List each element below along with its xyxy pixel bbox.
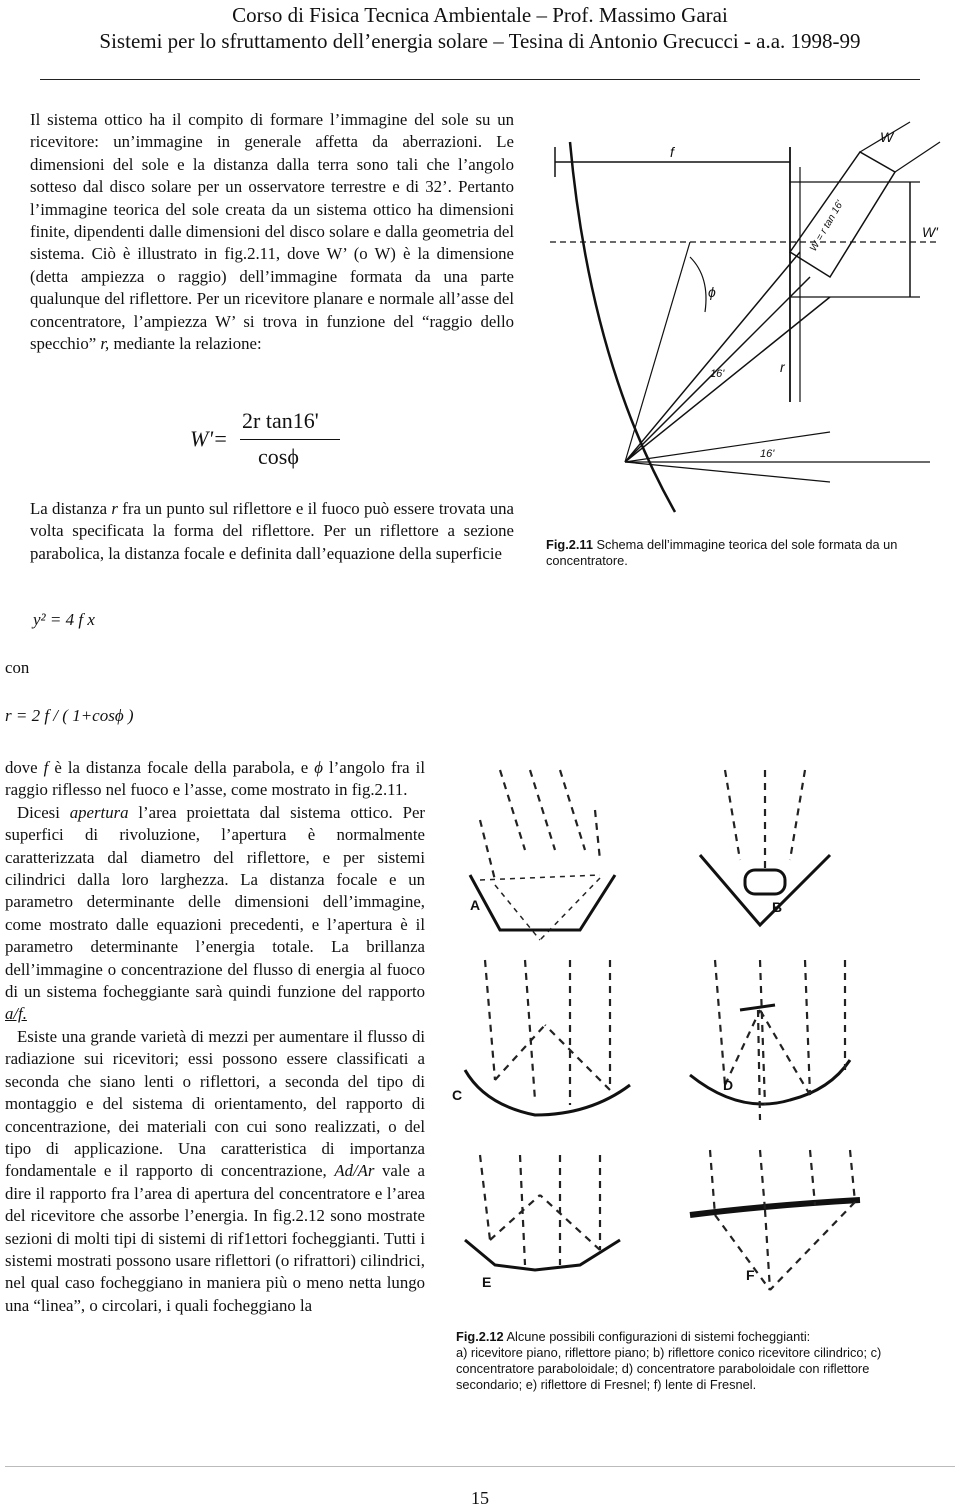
fig212-panel-d-label: D bbox=[723, 1077, 734, 1093]
body2-ratio: Ad/Ar bbox=[334, 1161, 375, 1181]
intro-r-variable: r, bbox=[100, 334, 110, 354]
fig212-panel-c-label: C bbox=[452, 1087, 463, 1103]
body2-p1a: dove bbox=[5, 758, 44, 777]
fig211-label-wexpr: W = r tan 16' bbox=[808, 198, 846, 254]
header-document-title: Sistemi per lo sfruttamento dell’energia solare – Tesina di Antonio Grecucci - a.a. 1998-99 bbox=[99, 29, 861, 53]
body2-f: f bbox=[43, 758, 49, 777]
after-formula-t2: fra un punto sul riflettore e il fuoco può essere trovata una volta specificata la forma del riflettore. Per un riflettore a sezione parabolica, la distanza focale e definita dall’equazione della superficie bbox=[30, 499, 514, 563]
body2-p2a: Dicesi bbox=[17, 802, 70, 822]
formula-r: r = 2 f / ( 1+cosϕ ) bbox=[5, 706, 134, 725]
figure-2-12-diagram bbox=[440, 760, 910, 1320]
after-formula-r: r bbox=[111, 499, 118, 518]
footer-rule bbox=[5, 1466, 955, 1467]
body-second-column bbox=[5, 757, 425, 1317]
after-formula-t1: La distanza bbox=[30, 499, 112, 518]
body2-phi: ϕ bbox=[314, 758, 323, 777]
con-word: con bbox=[5, 658, 30, 677]
intro-text: Il sistema ottico ha il compito di formare l’immagine del sole su un ricevitore: un’immagine in generale affetta da aberrazioni. Le dimensioni del sole e la distanza dalla terra sono tali che l’angolo sotteso dal disco solare per un osservatore terrestre e di 32’. Pertanto l’immagine teorica del sole creata da un sistema ottico ha dimensioni finite, dipendenti dalle dimensioni del disco solare e dalla geometria del sistema. Ciò è illustrato in fig.2.11, dove W’ (o W) è la dimensione (detta ampiezza o raggio) dell’immagine formata da una parte qualunque del riflettore. Per un ricevitore planare e normale all’asse del concentratore, l’ampiezza W’ si trova in funzione del “raggio dello specchio” bbox=[30, 110, 514, 354]
formula-numerator: 2r tan16' bbox=[242, 408, 319, 433]
after-formula-paragraph bbox=[30, 498, 514, 565]
figure-2-12-caption bbox=[456, 1329, 936, 1393]
formula-fraction-bar bbox=[240, 439, 340, 440]
fig211-label-angle-bottom: 16' bbox=[760, 448, 775, 460]
fig212-caption-label: Fig.2.12 bbox=[456, 1329, 504, 1344]
fig212-caption-list: a) ricevitore piano, riflettore piano; b) riflettore conico ricevitore cilindrico; c) concentratore paraboloidale; d) concentratore paraboloidale con riflettore secondario; e) riflettore di Fresnel; f) lente di Fresnel. bbox=[456, 1345, 882, 1392]
fig211-label-wprime: W' bbox=[922, 224, 938, 240]
fig211-caption-text: Schema dell’immagine teorica del sole formata da un concentratore. bbox=[546, 537, 898, 568]
body2-p2b: l’area proiettata dal sistema ottico. Per superfici di rivoluzione, l’apertura è normalmente caratterizzata dal diametro del riflettore, e per sistemi cilindrici dalla loro larghezza. La distanza focale e un parametro determinante delle dimensioni dell’immagine, come mostrato dalle equazioni precedenti, e l’apertura è il parametro determinante l’energia totale. La brillanza dell’immagine o concentrazione del flusso di energia al fuoco di un sistema focheggiante sarà quindi funzione del rapporto bbox=[5, 802, 425, 1002]
body2-af: a/f. bbox=[5, 1004, 27, 1024]
header-course-title: Corso di Fisica Tecnica Ambientale – Prof. Massimo Garai bbox=[232, 3, 728, 27]
fig211-label-phi: ϕ bbox=[708, 284, 716, 300]
body2-p3b: vale a dire il rapporto fra l’area di apertura del concentratore e l’area del ricevitore che assorbe l’energia. In fig.2.12 sono mostrate sezioni di molti tipi di sistemi di rif1ettori focheggianti. Tutti i sistemi mostrati possono usare riflettori (o rifrattori) cilindrici, nel qual caso focheggiano in maniera più o meno netta lungo una “linea”, o circolari, i quali focheggiano la bbox=[5, 1161, 425, 1315]
fig211-caption-label: Fig.2.11 bbox=[546, 537, 593, 552]
intro-end: mediante la relazione: bbox=[109, 334, 262, 354]
body2-p1b: è la distanza focale della parabola, e bbox=[48, 758, 315, 777]
body2-apertura: apertura bbox=[69, 802, 129, 822]
intro-paragraph bbox=[30, 109, 514, 355]
fig211-label-w: W bbox=[880, 129, 894, 145]
fig211-label-r: r bbox=[780, 359, 785, 375]
fig212-panel-a-label: A bbox=[470, 897, 481, 913]
body2-p1c: l’angolo fra il raggio riflesso nel fuoco e l’asse, come mostrato in fig.2.11. bbox=[5, 758, 425, 800]
formula-denominator: cosϕ bbox=[258, 444, 299, 469]
fig212-panel-e-label: E bbox=[482, 1274, 492, 1290]
formula-w-prime bbox=[190, 408, 350, 478]
figure-2-11-diagram bbox=[530, 112, 950, 524]
figure-2-11-caption bbox=[546, 537, 926, 569]
fig212-caption-text: Alcune possibili configurazioni di sistemi focheggianti: bbox=[503, 1329, 811, 1344]
formula-lhs: W'= bbox=[190, 426, 228, 451]
formula-parabola: y² = 4 f x bbox=[33, 610, 95, 629]
fig212-panel-b-label: B bbox=[772, 899, 783, 915]
fig212-panel-f-label: F bbox=[746, 1267, 755, 1283]
fig211-label-f: f bbox=[670, 144, 674, 160]
fig211-label-angle-top: 16' bbox=[710, 368, 725, 380]
header-rule bbox=[40, 79, 920, 80]
body2-p3a: Esiste una grande varietà di mezzi per aumentare il flusso di radiazione sui ricevitori; essi possono essere classificati a seconda che siano lenti o riflettori, a seconda del tipo di montaggio e del sistema di orientamento, del rapporto di concentrazione, dei materiali con cui sono realizzati, o del tipo di applicazione. Una caratteristica di importanza fondamentale e il rapporto di concentrazione, bbox=[5, 1026, 425, 1181]
page-number: 15 bbox=[471, 1488, 489, 1508]
